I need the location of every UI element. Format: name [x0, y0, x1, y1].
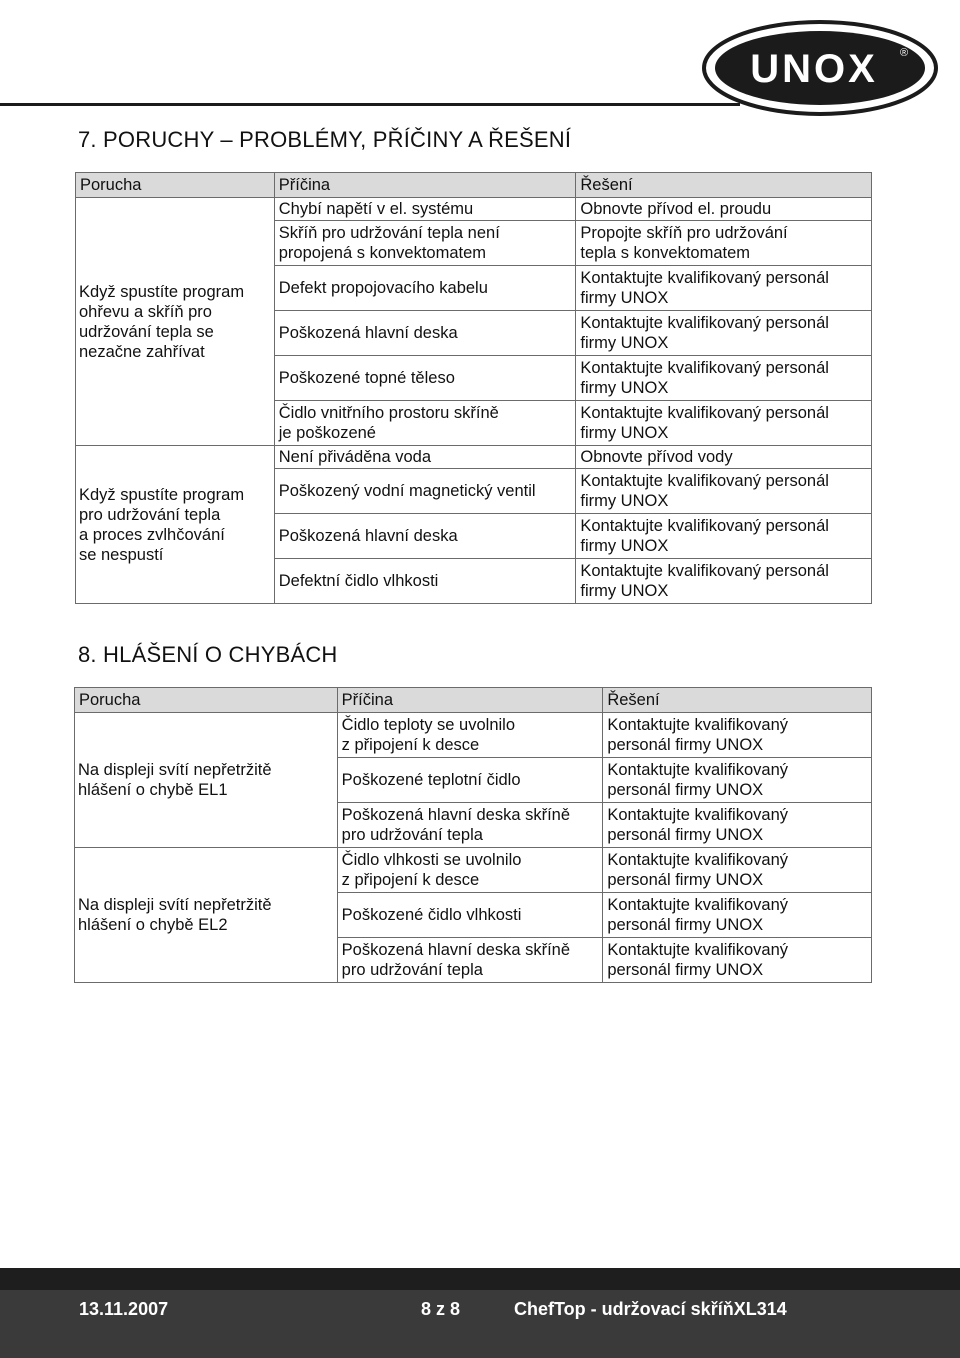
column-header-solution: Řešení	[576, 173, 872, 198]
table-row	[76, 198, 872, 221]
cause-cell: Poškozená hlavní deska	[274, 514, 576, 559]
column-header-fault: Porucha	[76, 173, 275, 198]
troubleshooting-table	[75, 172, 872, 604]
svg-text:®: ®	[900, 47, 909, 59]
section-8-title: 8. HLÁŠENÍ O CHYBÁCH	[78, 642, 338, 667]
footer-document-title: ChefTop - udržovací skříňXL314	[514, 1299, 787, 1319]
cause-cell: Poškozená hlavní deska skříně pro udržování tepla	[337, 938, 603, 983]
fault-cell: Když spustíte program ohřevu a skříň pro udržování tepla se nezačne zahřívat	[76, 198, 275, 446]
page-header	[0, 0, 960, 108]
solution-cell: Propojte skříň pro udržování tepla s konvektomatem	[576, 221, 872, 266]
column-header-solution: Řešení	[603, 688, 872, 713]
cause-cell: Chybí napětí v el. systému	[274, 198, 576, 221]
solution-cell: Kontaktujte kvalifikovaný personál firmy UNOX	[576, 401, 872, 446]
page-footer	[0, 1268, 960, 1358]
cause-cell: Čidlo vlhkosti se uvolnilo z připojení k desce	[337, 848, 603, 893]
error-messages-table	[74, 687, 872, 983]
footer-date: 13.11.2007	[79, 1299, 169, 1319]
fault-cell: Na displeji svítí nepřetržitě hlášení o chybě EL1	[75, 713, 338, 848]
cause-cell: Skříň pro udržování tepla není propojená s konvektomatem	[274, 221, 576, 266]
solution-cell: Kontaktujte kvalifikovaný personál firmy UNOX	[603, 848, 872, 893]
solution-cell: Kontaktujte kvalifikovaný personál firmy UNOX	[576, 356, 872, 401]
table-header-row	[75, 688, 872, 713]
cause-cell: Poškozené teplotní čidlo	[337, 758, 603, 803]
solution-cell: Kontaktujte kvalifikovaný personál firmy UNOX	[576, 514, 872, 559]
solution-cell: Kontaktujte kvalifikovaný personál firmy UNOX	[603, 938, 872, 983]
solution-cell: Kontaktujte kvalifikovaný personál firmy UNOX	[603, 713, 872, 758]
solution-cell: Kontaktujte kvalifikovaný personál firmy UNOX	[576, 311, 872, 356]
footer-page-number: 8 z 8	[421, 1299, 461, 1319]
cause-cell: Není přiváděna voda	[274, 446, 576, 469]
cause-cell: Defektní čidlo vlhkosti	[274, 559, 576, 604]
table-row	[76, 446, 872, 469]
cause-cell: Poškozená hlavní deska skříně pro udržování tepla	[337, 803, 603, 848]
solution-cell: Kontaktujte kvalifikovaný personál firmy UNOX	[603, 803, 872, 848]
solution-cell: Kontaktujte kvalifikovaný personál firmy UNOX	[576, 559, 872, 604]
table-header-row	[76, 173, 872, 198]
section-7-title: 7. PORUCHY – PROBLÉMY, PŘÍČINY A ŘEŠENÍ	[78, 127, 572, 152]
solution-cell: Obnovte přívod vody	[576, 446, 872, 469]
unox-logo	[702, 20, 938, 116]
fault-cell: Na displeji svítí nepřetržitě hlášení o chybě EL2	[75, 848, 338, 983]
cause-cell: Čidlo vnitřního prostoru skříně je poškozené	[274, 401, 576, 446]
column-header-cause: Příčina	[274, 173, 576, 198]
cause-cell: Čidlo teploty se uvolnilo z připojení k desce	[337, 713, 603, 758]
cause-cell: Poškozené čidlo vlhkosti	[337, 893, 603, 938]
cause-cell: Defekt propojovacího kabelu	[274, 266, 576, 311]
header-rule	[0, 103, 740, 106]
cause-cell: Poškozený vodní magnetický ventil	[274, 469, 576, 514]
cause-cell: Poškozené topné těleso	[274, 356, 576, 401]
table-row	[75, 848, 872, 893]
table-row	[75, 713, 872, 758]
fault-cell: Když spustíte program pro udržování tepla a proces zvlhčování se nespustí	[76, 446, 275, 604]
logo-text: UNOX	[750, 47, 878, 91]
solution-cell: Kontaktujte kvalifikovaný personál firmy UNOX	[576, 469, 872, 514]
column-header-fault: Porucha	[75, 688, 338, 713]
solution-cell: Kontaktujte kvalifikovaný personál firmy UNOX	[603, 758, 872, 803]
cause-cell: Poškozená hlavní deska	[274, 311, 576, 356]
solution-cell: Kontaktujte kvalifikovaný personál firmy UNOX	[576, 266, 872, 311]
column-header-cause: Příčina	[337, 688, 603, 713]
solution-cell: Obnovte přívod el. proudu	[576, 198, 872, 221]
solution-cell: Kontaktujte kvalifikovaný personál firmy UNOX	[603, 893, 872, 938]
